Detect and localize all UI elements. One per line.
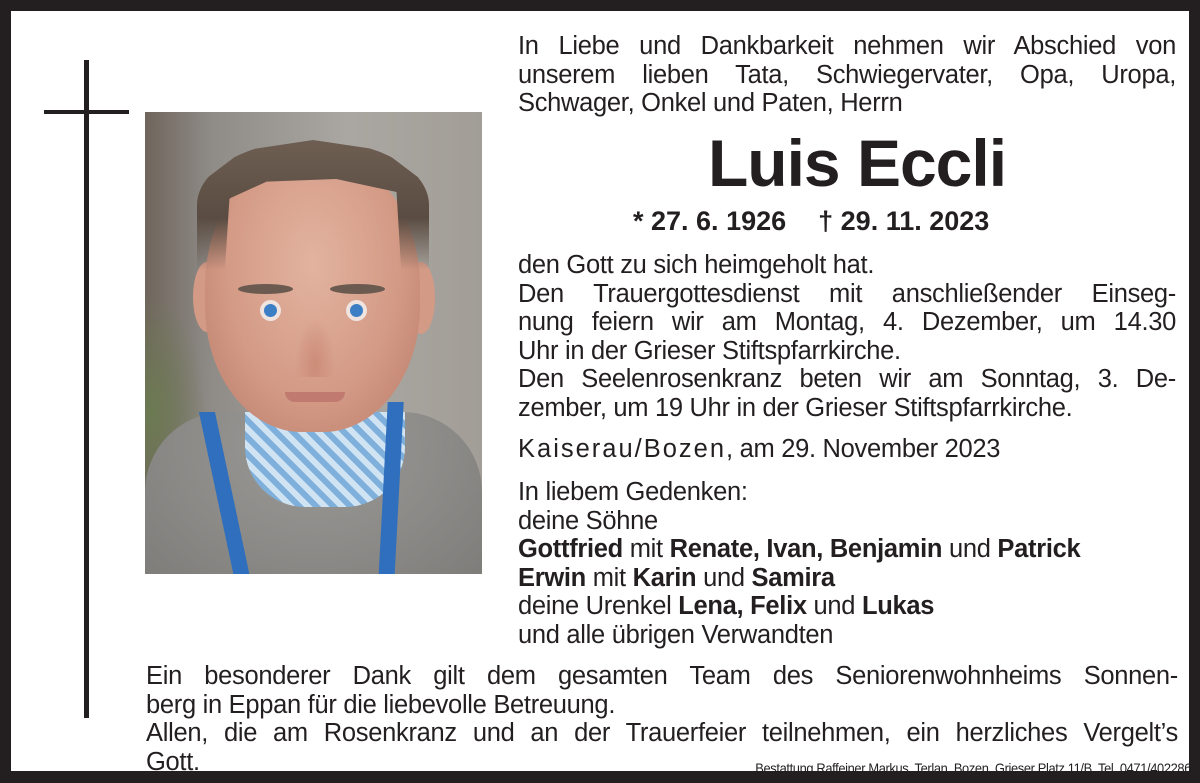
service-details-paragraph	[518, 251, 1176, 422]
mourner-line	[518, 564, 1080, 593]
family-name: Samira	[751, 563, 835, 592]
sons-label: deine Söhne	[518, 506, 658, 535]
obituary-notice	[11, 11, 1191, 776]
intro-paragraph	[518, 32, 1176, 118]
mourners-heading: In liebem Gedenken:	[518, 478, 748, 506]
photo-mouth	[285, 392, 345, 402]
family-name: Lukas	[861, 592, 935, 620]
family-names: Renate, Ivan, Benjamin	[669, 535, 943, 563]
body-line: nung feiern wir am Montag, 4. Dezember, um 14.30	[518, 308, 1176, 336]
body-line: Den Seelenrosenkranz beten wir am Sonntag, 3. De-	[518, 365, 1176, 393]
death-date: † 29. 11. 2023	[818, 206, 990, 236]
photo-brow-right	[330, 284, 385, 294]
connector: und	[696, 563, 752, 592]
intro-line: Schwager, Onkel und Paten, Herrn	[518, 89, 903, 117]
intro-line: unserem lieben Tata, Schwiegervater, Opa, Uropa,	[518, 60, 1176, 89]
intro-line: In Liebe und Dankbarkeit nehmen wir Abschied von	[518, 32, 1176, 60]
body-line: den Gott zu sich heimgeholt hat.	[518, 251, 875, 279]
son-name: Erwin	[518, 563, 586, 592]
son-name: Gottfried	[518, 535, 623, 563]
photo-nose	[295, 317, 335, 377]
birth-date: * 27. 6. 1926	[633, 206, 787, 236]
thanks-line: Allen, die am Rosenkranz und an der Trauerfeier teilnehmen, ein herzliches Vergelt’s	[146, 719, 1178, 747]
place-name: Kaiserau/Bozen	[518, 435, 727, 463]
portrait-photo	[145, 112, 482, 574]
connector: mit	[622, 535, 670, 563]
great-grandchildren-label: deine Urenkel	[518, 592, 679, 620]
thanks-line: berg in Eppan für die liebevolle Betreuung.	[146, 690, 616, 719]
thanks-line: Gott.	[146, 747, 200, 776]
photo-eye-left	[264, 304, 277, 317]
cross-icon-horizontal-bar	[44, 110, 129, 114]
notice-date: , am 29. November 2023	[726, 435, 1001, 463]
photo-brow-left	[238, 284, 293, 294]
mourner-line	[518, 535, 1080, 564]
connector: mit	[585, 563, 633, 592]
mourner-line	[518, 592, 1080, 621]
thanks-line: Ein besonderer Dank gilt dem gesamten Team des Seniorenwohnheims Sonnen-	[146, 662, 1178, 690]
other-relatives: und alle übrigen Verwandten	[518, 620, 834, 649]
family-name: Patrick	[997, 535, 1081, 563]
body-line: zember, um 19 Uhr in der Grieser Stiftspfarrkirche.	[518, 393, 1073, 422]
cross-icon-vertical-bar	[84, 60, 89, 718]
funeral-home-credit: Bestattung Raffeiner Markus, Terlan, Bozen, Grieser Platz 11/B, Tel. 0471/402286	[755, 760, 1191, 776]
life-dates	[633, 206, 989, 236]
body-line: Uhr in der Grieser Stiftspfarrkirche.	[518, 336, 901, 365]
thanks-paragraph	[146, 662, 1178, 776]
connector: und	[942, 535, 998, 563]
deceased-name: Luis Eccli	[707, 126, 1007, 200]
place-and-date	[518, 435, 1000, 464]
mourners-list	[518, 478, 1080, 649]
body-line: Den Trauergottesdienst mit anschließender Einseg-	[518, 279, 1176, 308]
connector: und	[806, 592, 862, 620]
family-names: Lena, Felix	[678, 592, 807, 620]
photo-eye-right	[350, 304, 363, 317]
family-names: Karin	[632, 563, 697, 592]
